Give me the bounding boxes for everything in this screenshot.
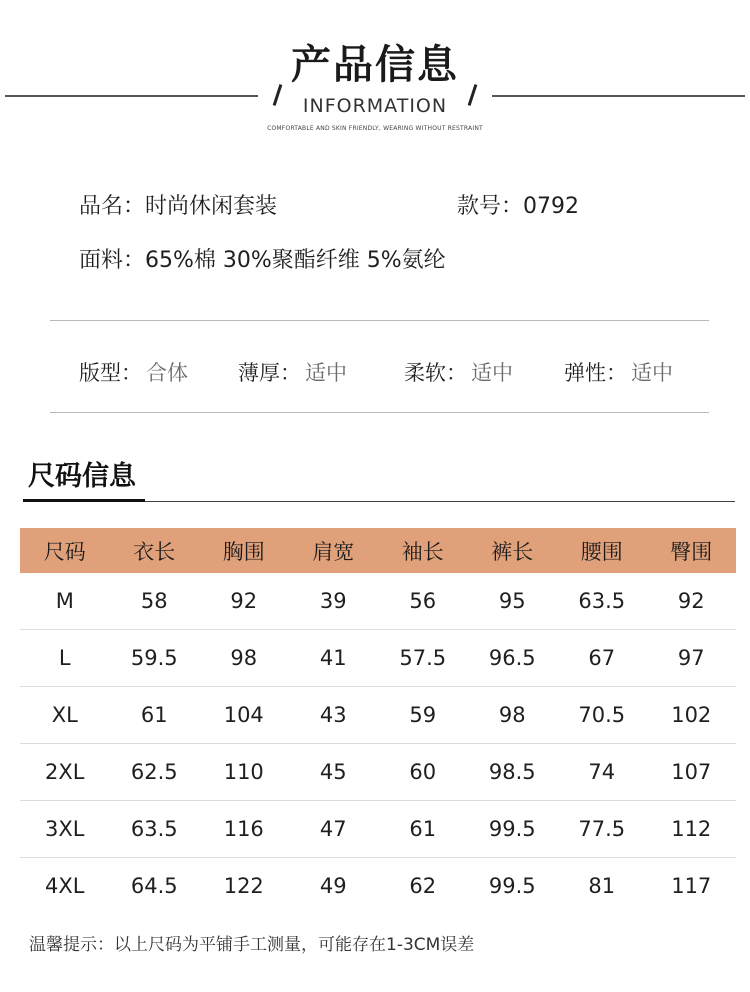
table-cell: 104 (199, 687, 289, 744)
table-cell: 92 (647, 573, 737, 630)
table-cell: 63.5 (110, 801, 200, 858)
table-cell: 98 (468, 687, 558, 744)
measurement-note: 温馨提示：以上尺码为平铺手工测量，可能存在1-3CM误差 (29, 935, 475, 955)
table-cell: 62.5 (110, 744, 200, 801)
table-row (20, 630, 736, 687)
table-cell: L (20, 630, 110, 687)
divider-bottom (50, 412, 709, 413)
attribute-fit (79, 358, 188, 388)
attribute-softness (404, 358, 513, 388)
table-cell: 107 (647, 744, 737, 801)
product-name: 品名：时尚休闲套装 (79, 194, 278, 219)
page-title: 产品信息 (291, 42, 459, 88)
product-fabric: 面料：65%棉 30%聚酯纤维 5%氨纶 (79, 248, 446, 273)
size-section-title: 尺码信息 (28, 461, 136, 492)
table-cell: 110 (199, 744, 289, 801)
header-left-line (5, 95, 258, 97)
attribute-value: 适中 (471, 361, 513, 385)
table-cell: 61 (378, 801, 468, 858)
attribute-elasticity (564, 358, 673, 388)
attribute-value: 适中 (631, 361, 673, 385)
header-cell: 臀围 (647, 528, 737, 573)
table-cell: 70.5 (557, 687, 647, 744)
table-cell: 67 (557, 630, 647, 687)
size-table (20, 528, 736, 914)
table-cell: M (20, 573, 110, 630)
size-section-rule-accent (23, 499, 145, 502)
table-cell: 122 (223, 874, 264, 898)
table-cell: 57.5 (378, 630, 468, 687)
table-row (20, 858, 736, 915)
table-cell: 47 (289, 801, 379, 858)
header-cell: 袖长 (378, 528, 468, 573)
attribute-label: 版型： (79, 361, 142, 385)
table-cell: 112 (647, 801, 737, 858)
page-subtitle: COMFORTABLE AND SKIN FRIENDLY, WEARING WITHOUT RESTRAINT (267, 125, 483, 132)
attribute-label: 弹性： (564, 361, 627, 385)
divider-top (50, 320, 709, 321)
table-cell: 102 (647, 687, 737, 744)
table-cell: 43 (289, 687, 379, 744)
table-row (20, 573, 736, 630)
table-cell: 117 (671, 874, 712, 898)
attribute-thickness (238, 358, 347, 388)
table-cell: 98 (199, 630, 289, 687)
table-row (20, 801, 736, 858)
table-cell: 95 (468, 573, 558, 630)
header-cell: 胸围 (199, 528, 289, 573)
table-cell: 92 (199, 573, 289, 630)
table-cell: 59 (378, 687, 468, 744)
table-cell: 39 (289, 573, 379, 630)
header-cell: 衣长 (110, 528, 200, 573)
table-cell: 63.5 (557, 573, 647, 630)
attribute-value: 合体 (146, 361, 188, 385)
table-cell: 97 (647, 630, 737, 687)
table-row (20, 687, 736, 744)
attribute-label: 薄厚： (238, 361, 301, 385)
product-style-no: 款号：0792 (457, 194, 579, 219)
table-cell: 49 (319, 874, 347, 898)
header-cell: 尺码 (20, 528, 110, 573)
table-cell: 81 (588, 874, 616, 898)
table-cell: 2XL (20, 744, 110, 801)
table-cell: 3XL (20, 801, 110, 858)
table-cell: 62 (409, 874, 437, 898)
table-cell: 96.5 (468, 630, 558, 687)
table-cell: 99.5 (468, 801, 558, 858)
table-cell: 58 (110, 573, 200, 630)
size-table-header-row (20, 528, 736, 573)
header-right-line (492, 95, 745, 97)
table-cell: 59.5 (110, 630, 200, 687)
table-cell: 45 (289, 744, 379, 801)
header-cell: 腰围 (557, 528, 647, 573)
header-cell: 裤长 (468, 528, 558, 573)
table-cell: 74 (557, 744, 647, 801)
page-title-en: INFORMATION (302, 95, 448, 117)
table-cell: 4XL (45, 874, 85, 898)
table-cell: 41 (289, 630, 379, 687)
attribute-label: 柔软： (404, 361, 467, 385)
table-cell: 61 (110, 687, 200, 744)
table-cell: XL (20, 687, 110, 744)
header-cell: 肩宽 (289, 528, 379, 573)
table-cell: 64.5 (130, 874, 178, 898)
table-row (20, 744, 736, 801)
attribute-value: 适中 (305, 361, 347, 385)
table-cell: 99.5 (488, 874, 536, 898)
table-cell: 56 (378, 573, 468, 630)
table-cell: 98.5 (468, 744, 558, 801)
table-cell: 60 (378, 744, 468, 801)
table-cell: 116 (199, 801, 289, 858)
table-cell: 77.5 (557, 801, 647, 858)
